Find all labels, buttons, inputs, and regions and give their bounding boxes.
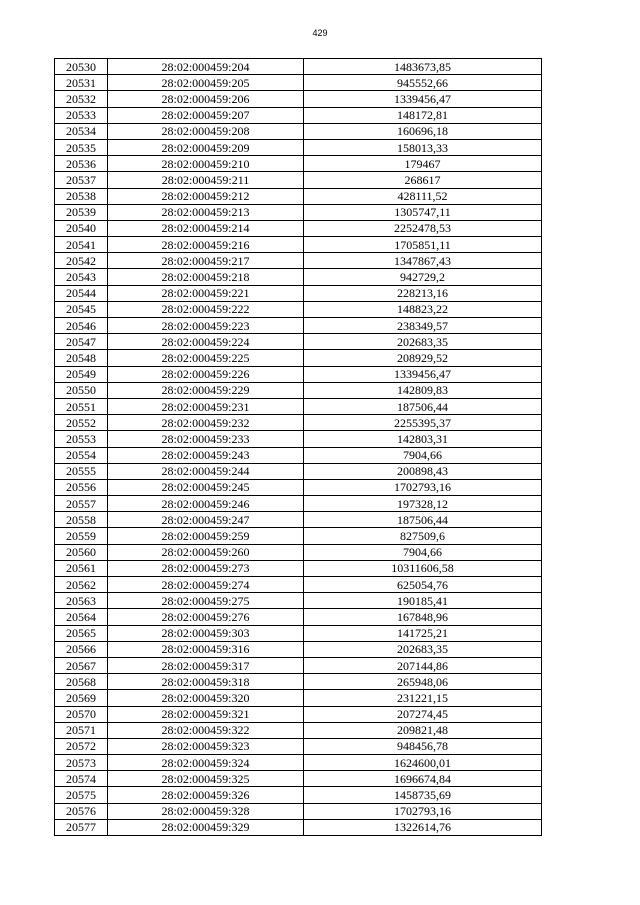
row-number-cell: 20532 <box>55 91 108 107</box>
table-row <box>55 738 542 754</box>
row-number-cell: 20563 <box>55 593 108 609</box>
value-cell: 2252478,53 <box>304 220 542 236</box>
value-cell: 1696674,84 <box>304 771 542 787</box>
table-row <box>55 577 542 593</box>
row-number-cell: 20540 <box>55 220 108 236</box>
table-row <box>55 512 542 528</box>
table-row <box>55 528 542 544</box>
table-row <box>55 156 542 172</box>
table-row <box>55 220 542 236</box>
value-cell: 207274,45 <box>304 706 542 722</box>
table-row <box>55 366 542 382</box>
table-row <box>55 496 542 512</box>
row-number-cell: 20565 <box>55 625 108 641</box>
value-cell: 158013,33 <box>304 139 542 155</box>
value-cell: 625054,76 <box>304 577 542 593</box>
row-number-cell: 20556 <box>55 479 108 495</box>
cadastral-number-cell: 28:02:000459:224 <box>108 334 304 350</box>
cadastral-number-cell: 28:02:000459:325 <box>108 771 304 787</box>
cadastral-number-cell: 28:02:000459:260 <box>108 544 304 560</box>
table-row <box>55 755 542 771</box>
table-row <box>55 544 542 560</box>
cadastral-number-cell: 28:02:000459:211 <box>108 172 304 188</box>
value-cell: 1458735,69 <box>304 787 542 803</box>
cadastral-number-cell: 28:02:000459:320 <box>108 690 304 706</box>
table-row <box>55 463 542 479</box>
cadastral-number-cell: 28:02:000459:317 <box>108 657 304 673</box>
row-number-cell: 20574 <box>55 771 108 787</box>
value-cell: 228213,16 <box>304 285 542 301</box>
value-cell: 268617 <box>304 172 542 188</box>
cadastral-number-cell: 28:02:000459:321 <box>108 706 304 722</box>
cadastral-number-cell: 28:02:000459:207 <box>108 107 304 123</box>
value-cell: 1305747,11 <box>304 204 542 220</box>
cadastral-number-cell: 28:02:000459:244 <box>108 463 304 479</box>
table-row <box>55 657 542 673</box>
cadastral-number-cell: 28:02:000459:216 <box>108 237 304 253</box>
cadastral-number-cell: 28:02:000459:233 <box>108 431 304 447</box>
value-cell: 1347867,43 <box>304 253 542 269</box>
row-number-cell: 20571 <box>55 722 108 738</box>
row-number-cell: 20537 <box>55 172 108 188</box>
value-cell: 200898,43 <box>304 463 542 479</box>
cadastral-number-cell: 28:02:000459:206 <box>108 91 304 107</box>
cadastral-number-cell: 28:02:000459:225 <box>108 350 304 366</box>
table-row <box>55 609 542 625</box>
row-number-cell: 20535 <box>55 139 108 155</box>
value-cell: 827509,6 <box>304 528 542 544</box>
row-number-cell: 20576 <box>55 803 108 819</box>
table-row <box>55 593 542 609</box>
cadastral-number-cell: 28:02:000459:221 <box>108 285 304 301</box>
table-row <box>55 382 542 398</box>
cadastral-number-cell: 28:02:000459:204 <box>108 59 304 75</box>
cadastral-number-cell: 28:02:000459:229 <box>108 382 304 398</box>
cadastral-number-cell: 28:02:000459:243 <box>108 447 304 463</box>
value-cell: 1624600,01 <box>304 755 542 771</box>
table-row <box>55 59 542 75</box>
row-number-cell: 20541 <box>55 237 108 253</box>
row-number-cell: 20573 <box>55 755 108 771</box>
value-cell: 1339456,47 <box>304 91 542 107</box>
table-row <box>55 107 542 123</box>
table-row <box>55 479 542 495</box>
cadastral-number-cell: 28:02:000459:210 <box>108 156 304 172</box>
cadastral-number-cell: 28:02:000459:323 <box>108 738 304 754</box>
table-row <box>55 172 542 188</box>
row-number-cell: 20533 <box>55 107 108 123</box>
row-number-cell: 20559 <box>55 528 108 544</box>
value-cell: 1483673,85 <box>304 59 542 75</box>
cadastral-number-cell: 28:02:000459:217 <box>108 253 304 269</box>
table-row <box>55 641 542 657</box>
cadastral-number-cell: 28:02:000459:303 <box>108 625 304 641</box>
cadastral-number-cell: 28:02:000459:213 <box>108 204 304 220</box>
row-number-cell: 20564 <box>55 609 108 625</box>
value-cell: 209821,48 <box>304 722 542 738</box>
row-number-cell: 20558 <box>55 512 108 528</box>
value-cell: 942729,2 <box>304 269 542 285</box>
value-cell: 1705851,11 <box>304 237 542 253</box>
table-row <box>55 771 542 787</box>
table-row <box>55 447 542 463</box>
cadastral-number-cell: 28:02:000459:324 <box>108 755 304 771</box>
cadastral-number-cell: 28:02:000459:329 <box>108 819 304 835</box>
cadastral-number-cell: 28:02:000459:245 <box>108 479 304 495</box>
table-row <box>55 188 542 204</box>
table-row <box>55 625 542 641</box>
row-number-cell: 20566 <box>55 641 108 657</box>
row-number-cell: 20577 <box>55 819 108 835</box>
value-cell: 179467 <box>304 156 542 172</box>
value-cell: 231221,15 <box>304 690 542 706</box>
table-row <box>55 398 542 414</box>
table-row <box>55 75 542 91</box>
row-number-cell: 20531 <box>55 75 108 91</box>
cadastral-number-cell: 28:02:000459:209 <box>108 139 304 155</box>
value-cell: 202683,35 <box>304 334 542 350</box>
row-number-cell: 20572 <box>55 738 108 754</box>
cadastral-number-cell: 28:02:000459:328 <box>108 803 304 819</box>
table-row <box>55 431 542 447</box>
table-row <box>55 350 542 366</box>
row-number-cell: 20551 <box>55 398 108 414</box>
cadastral-number-cell: 28:02:000459:259 <box>108 528 304 544</box>
value-cell: 167848,96 <box>304 609 542 625</box>
value-cell: 2255395,37 <box>304 415 542 431</box>
table-row <box>55 301 542 317</box>
row-number-cell: 20536 <box>55 156 108 172</box>
cadastral-number-cell: 28:02:000459:212 <box>108 188 304 204</box>
value-cell: 1339456,47 <box>304 366 542 382</box>
value-cell: 1702793,16 <box>304 479 542 495</box>
row-number-cell: 20548 <box>55 350 108 366</box>
row-number-cell: 20544 <box>55 285 108 301</box>
table-row <box>55 253 542 269</box>
cadastral-number-cell: 28:02:000459:274 <box>108 577 304 593</box>
value-cell: 428111,52 <box>304 188 542 204</box>
row-number-cell: 20534 <box>55 123 108 139</box>
value-cell: 945552,66 <box>304 75 542 91</box>
row-number-cell: 20547 <box>55 334 108 350</box>
table-row <box>55 690 542 706</box>
cadastral-value-table <box>54 58 542 836</box>
table-row <box>55 819 542 835</box>
value-cell: 160696,18 <box>304 123 542 139</box>
table-row <box>55 560 542 576</box>
value-cell: 202683,35 <box>304 641 542 657</box>
table-row <box>55 269 542 285</box>
table-row <box>55 237 542 253</box>
cadastral-number-cell: 28:02:000459:222 <box>108 301 304 317</box>
value-cell: 7904,66 <box>304 447 542 463</box>
table-row <box>55 415 542 431</box>
row-number-cell: 20543 <box>55 269 108 285</box>
row-number-cell: 20555 <box>55 463 108 479</box>
row-number-cell: 20552 <box>55 415 108 431</box>
cadastral-number-cell: 28:02:000459:218 <box>108 269 304 285</box>
value-cell: 187506,44 <box>304 398 542 414</box>
cadastral-number-cell: 28:02:000459:226 <box>108 366 304 382</box>
table-row <box>55 334 542 350</box>
table-row <box>55 787 542 803</box>
row-number-cell: 20567 <box>55 657 108 673</box>
value-cell: 187506,44 <box>304 512 542 528</box>
cadastral-number-cell: 28:02:000459:275 <box>108 593 304 609</box>
cadastral-number-cell: 28:02:000459:231 <box>108 398 304 414</box>
cadastral-number-cell: 28:02:000459:316 <box>108 641 304 657</box>
value-cell: 1702793,16 <box>304 803 542 819</box>
row-number-cell: 20546 <box>55 318 108 334</box>
cadastral-number-cell: 28:02:000459:276 <box>108 609 304 625</box>
table-row <box>55 91 542 107</box>
table-row <box>55 706 542 722</box>
row-number-cell: 20554 <box>55 447 108 463</box>
value-cell: 207144,86 <box>304 657 542 673</box>
cadastral-number-cell: 28:02:000459:208 <box>108 123 304 139</box>
cadastral-number-cell: 28:02:000459:247 <box>108 512 304 528</box>
row-number-cell: 20545 <box>55 301 108 317</box>
row-number-cell: 20561 <box>55 560 108 576</box>
value-cell: 948456,78 <box>304 738 542 754</box>
table-row <box>55 204 542 220</box>
value-cell: 10311606,58 <box>304 560 542 576</box>
row-number-cell: 20557 <box>55 496 108 512</box>
value-cell: 142809,83 <box>304 382 542 398</box>
value-cell: 148823,22 <box>304 301 542 317</box>
table-row <box>55 674 542 690</box>
value-cell: 208929,52 <box>304 350 542 366</box>
table-row <box>55 139 542 155</box>
value-cell: 238349,57 <box>304 318 542 334</box>
table-row <box>55 285 542 301</box>
row-number-cell: 20530 <box>55 59 108 75</box>
table-row <box>55 318 542 334</box>
row-number-cell: 20553 <box>55 431 108 447</box>
row-number-cell: 20542 <box>55 253 108 269</box>
row-number-cell: 20560 <box>55 544 108 560</box>
cadastral-number-cell: 28:02:000459:326 <box>108 787 304 803</box>
cadastral-number-cell: 28:02:000459:246 <box>108 496 304 512</box>
value-cell: 142803,31 <box>304 431 542 447</box>
row-number-cell: 20569 <box>55 690 108 706</box>
value-cell: 148172,81 <box>304 107 542 123</box>
row-number-cell: 20568 <box>55 674 108 690</box>
row-number-cell: 20538 <box>55 188 108 204</box>
table-row <box>55 803 542 819</box>
cadastral-number-cell: 28:02:000459:232 <box>108 415 304 431</box>
row-number-cell: 20550 <box>55 382 108 398</box>
row-number-cell: 20539 <box>55 204 108 220</box>
value-cell: 7904,66 <box>304 544 542 560</box>
table-row <box>55 722 542 738</box>
row-number-cell: 20562 <box>55 577 108 593</box>
cadastral-number-cell: 28:02:000459:273 <box>108 560 304 576</box>
cadastral-number-cell: 28:02:000459:223 <box>108 318 304 334</box>
row-number-cell: 20575 <box>55 787 108 803</box>
table-row <box>55 123 542 139</box>
table-body <box>55 59 542 836</box>
cadastral-number-cell: 28:02:000459:318 <box>108 674 304 690</box>
row-number-cell: 20549 <box>55 366 108 382</box>
value-cell: 197328,12 <box>304 496 542 512</box>
value-cell: 141725,21 <box>304 625 542 641</box>
page-number: 429 <box>312 28 328 38</box>
row-number-cell: 20570 <box>55 706 108 722</box>
value-cell: 265948,06 <box>304 674 542 690</box>
cadastral-number-cell: 28:02:000459:322 <box>108 722 304 738</box>
value-cell: 190185,41 <box>304 593 542 609</box>
cadastral-number-cell: 28:02:000459:214 <box>108 220 304 236</box>
cadastral-number-cell: 28:02:000459:205 <box>108 75 304 91</box>
value-cell: 1322614,76 <box>304 819 542 835</box>
